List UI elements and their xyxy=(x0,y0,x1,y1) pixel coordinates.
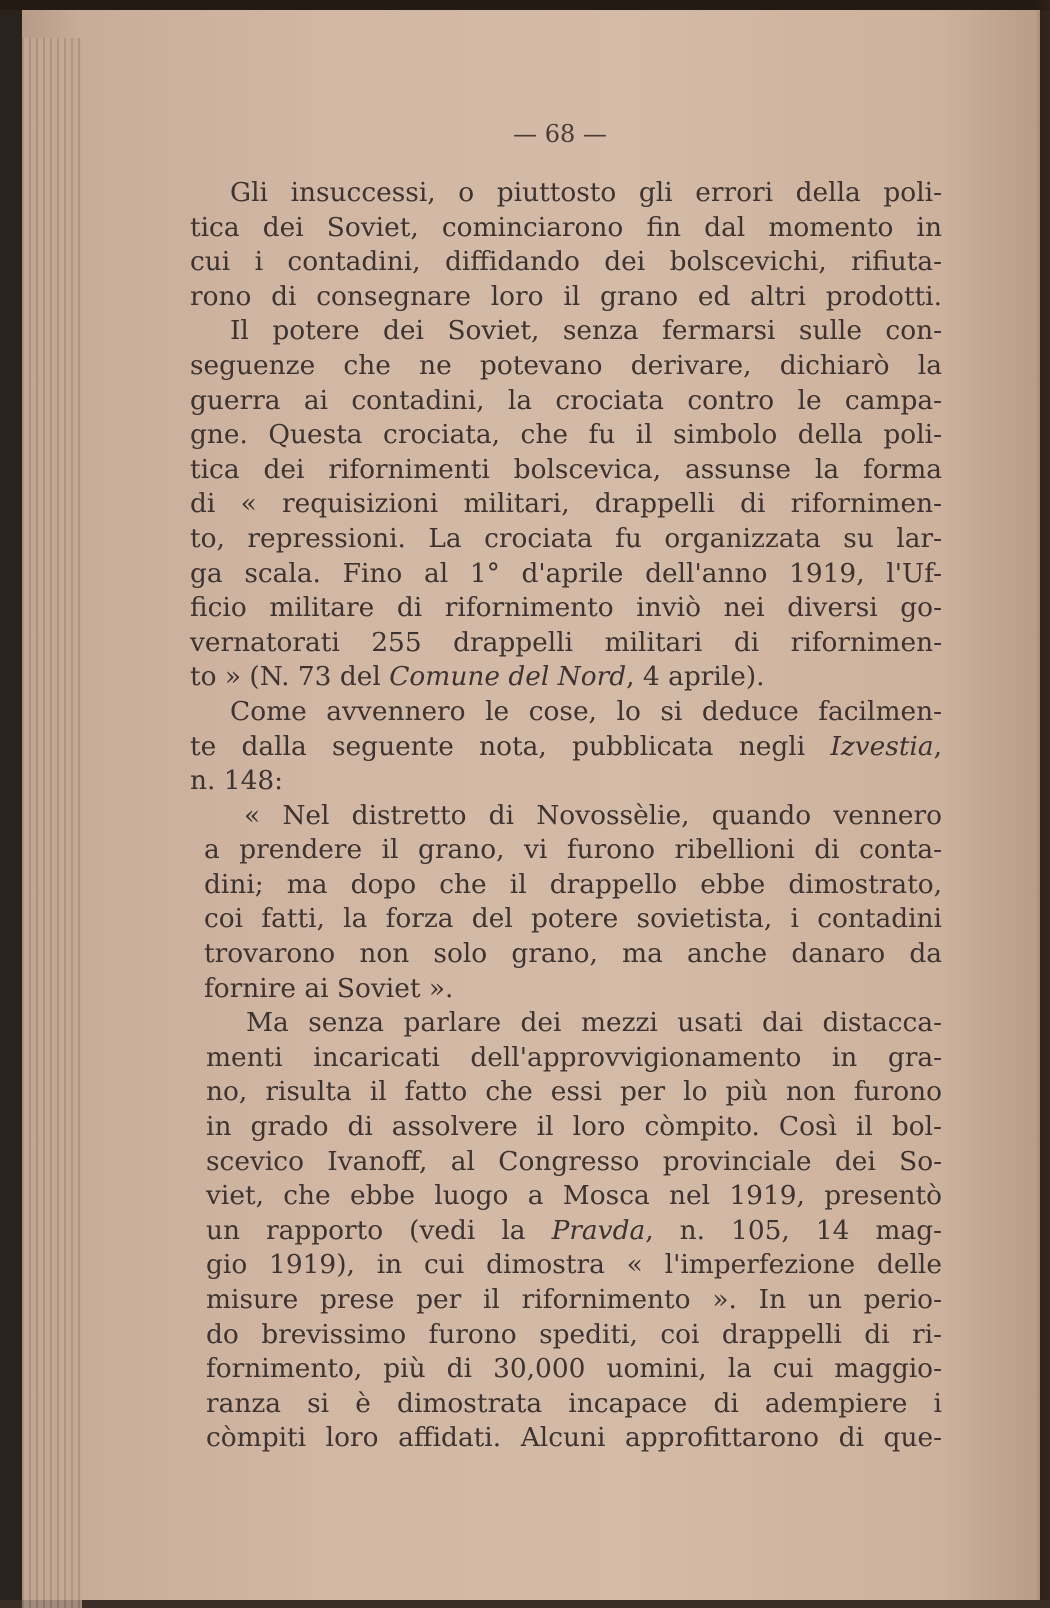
paragraph-3 xyxy=(190,695,942,799)
page-edge-stack xyxy=(22,38,82,1608)
text-line: Ma senza parlare dei mezzi usati dai distacca- xyxy=(246,1007,942,1039)
text-line: misure prese per il rifornimento ». In un perio- xyxy=(206,1284,942,1315)
text-line: to, repressioni. La crociata fu organizzata su lar- xyxy=(190,522,942,554)
text-line: to » (N. 73 del Comune del Nord, 4 aprile). xyxy=(190,661,765,693)
text-line: seguenze che ne potevano derivare, dichiarò la xyxy=(190,349,942,381)
page-number: — 68 — xyxy=(513,120,607,148)
text-line: Gli insuccessi, o piuttosto gli errori della poli- xyxy=(230,177,942,208)
text-line: « Nel distretto di Novossèlie, quando vennero xyxy=(244,799,942,831)
paragraph-2 xyxy=(190,314,942,695)
text-line: guerra ai contadini, la crociata contro le campa- xyxy=(190,384,942,416)
text-line: fornimento, più di 30,000 uomini, la cui maggio- xyxy=(206,1353,942,1385)
text-line: Come avvennero le cose, lo si deduce facilmen- xyxy=(230,695,942,727)
text-line: tica dei Soviet, cominciarono fin dal momento in xyxy=(190,211,942,243)
text-line: di « requisizioni militari, drappelli di rifornimen- xyxy=(190,488,942,520)
text-line: do brevissimo furono spediti, coi drappelli di ri- xyxy=(206,1318,942,1350)
text-line: coi fatti, la forza del potere sovietista, i contadini xyxy=(204,903,942,935)
text-line: un rapporto (vedi la Pravda, n. 105, 14 mag- xyxy=(206,1214,942,1246)
quotation xyxy=(190,799,942,1007)
text-line: a prendere il grano, vi furono ribellioni di conta- xyxy=(204,834,942,866)
text-line: gio 1919), in cui dimostra « l'imperfezione delle xyxy=(206,1249,942,1281)
text-line: ga scala. Fino al 1° d'aprile dell'anno 1919, l'Uf- xyxy=(190,557,942,589)
body-text xyxy=(190,176,942,1456)
text-line: Il potere dei Soviet, senza fermarsi sulle con- xyxy=(230,315,942,347)
text-line: còmpiti loro affidati. Alcuni approfittarono di que- xyxy=(206,1422,942,1454)
text-line: in grado di assolvere il loro còmpito. Così il bol- xyxy=(206,1111,942,1143)
text-line: cui i contadini, diffidando dei bolscevichi, rifiuta- xyxy=(190,246,942,278)
text-line: ficio militare di rifornimento inviò nei diversi go- xyxy=(190,592,942,624)
text-line: ranza si è dimostrata incapace di adempiere i xyxy=(206,1387,942,1419)
text-line: scevico Ivanoff, al Congresso provinciale dei So- xyxy=(206,1145,942,1177)
text-line: tica dei rifornimenti bolscevica, assunse la forma xyxy=(190,453,942,485)
text-line: rono di consegnare loro il grano ed altri prodotti. xyxy=(190,280,942,312)
text-line: vernatorati 255 drappelli militari di rifornimen- xyxy=(190,626,942,658)
text-line: dini; ma dopo che il drappello ebbe dimostrato, xyxy=(204,868,942,900)
top-binding-edge xyxy=(0,0,1050,10)
text-line: viet, che ebbe luogo a Mosca nel 1919, presentò xyxy=(206,1180,942,1212)
text-line: gne. Questa crociata, che fu il simbolo della poli- xyxy=(190,419,942,451)
text-line: menti incaricati dell'approvvigionamento in gra- xyxy=(206,1041,942,1073)
text-line: te dalla seguente nota, pubblicata negli Izvestia, xyxy=(190,730,942,762)
paragraph-1 xyxy=(190,176,942,314)
paragraph-5 xyxy=(190,1006,942,1456)
text-line: fornire ai Soviet ». xyxy=(204,972,454,1004)
text-line: no, risulta il fatto che essi per lo più non furono xyxy=(206,1076,942,1108)
text-line: trovarono non solo grano, ma anche danaro da xyxy=(204,938,942,970)
right-shadow xyxy=(1036,0,1050,1600)
text-line: n. 148: xyxy=(190,765,284,797)
